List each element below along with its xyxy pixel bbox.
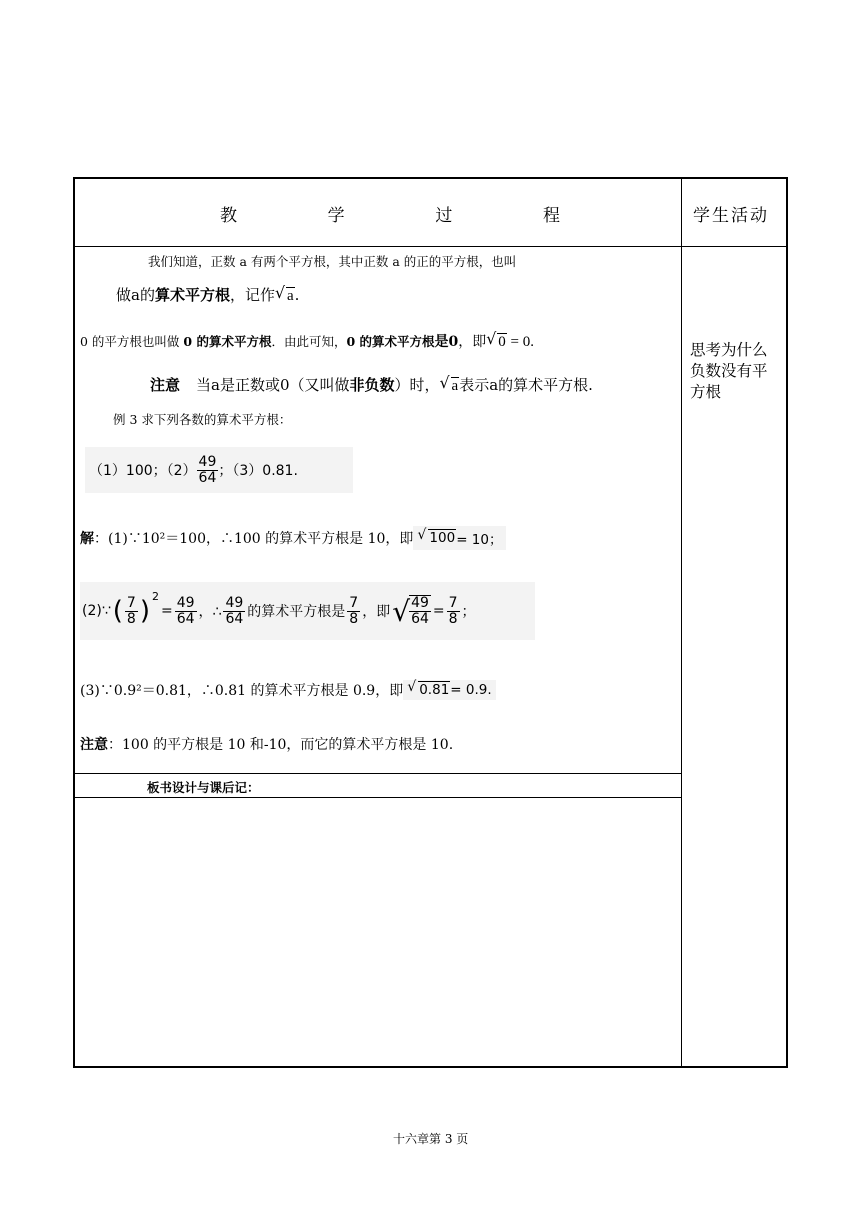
sqrt-zero	[486, 329, 507, 351]
bold-text: 是	[434, 334, 449, 350]
bold-text: 非负数	[349, 376, 395, 394]
intro-line-1: 我们知道，正数 a 有两个平方根，其中正数 a 的正的平方根，也叫	[148, 254, 517, 269]
bold-text: 0	[448, 334, 459, 350]
text: ：100 的平方根是 10 和-10，而它的算术平方根是 10.	[108, 737, 454, 753]
text: ，记作	[229, 286, 275, 304]
side-note	[690, 340, 782, 403]
fraction-49-64	[223, 596, 245, 626]
example-3: 例 3 求下列各数的算术平方根：	[113, 412, 292, 427]
solution-label: 解	[80, 531, 94, 547]
radicand: 0	[498, 334, 506, 350]
text: .	[294, 286, 300, 304]
fraction-49-64	[175, 596, 197, 626]
denominator: 8	[349, 610, 359, 627]
bold-text: 0 的算术平方根	[346, 334, 435, 349]
denominator: 64	[176, 610, 195, 627]
text: 0 的平方根也叫做	[80, 334, 184, 349]
final-note	[80, 734, 453, 754]
numerator: 49	[411, 595, 429, 612]
fraction-7-8	[347, 596, 360, 626]
header-char: 程	[542, 206, 560, 226]
radical-sign: √	[417, 527, 427, 543]
header-divider	[73, 246, 788, 247]
text: =	[432, 603, 445, 619]
text: ：(1)∵10²＝100，∴100 的算术平方根是 10，即	[94, 531, 414, 547]
board-divider	[73, 797, 682, 798]
teaching-process-header	[220, 201, 560, 225]
sqrt-100-box	[413, 526, 506, 550]
note-label: 注意	[80, 737, 108, 753]
radicand: 100	[429, 530, 456, 546]
text: = 0.9.	[450, 682, 492, 698]
numerator: 7	[448, 594, 458, 611]
radicand: a	[286, 288, 294, 304]
radicand: a	[451, 378, 459, 394]
denominator: 64	[225, 610, 244, 627]
numerator: 49	[198, 453, 217, 470]
radical-sign: √	[392, 594, 411, 628]
radical-sign: √	[407, 679, 417, 695]
text: ）时，	[394, 376, 440, 394]
text: 表示a的算术平方根.	[459, 376, 593, 394]
board-design-label: 板书设计与课后记：	[147, 780, 260, 795]
radical-sign: √	[486, 329, 497, 348]
table-right-border	[786, 177, 788, 1068]
denominator: 64	[411, 611, 429, 627]
numerator: 7	[126, 594, 136, 611]
fraction-7-8	[447, 596, 460, 626]
left-paren: (	[112, 596, 123, 626]
text: =	[160, 603, 173, 619]
header-char: 过	[435, 206, 453, 226]
radical-sign: √	[274, 283, 286, 302]
sqrt-100	[417, 527, 456, 546]
text: 的算术平方根是	[247, 604, 346, 620]
text: （1）100；（2）	[89, 463, 197, 479]
zero-root-line	[80, 331, 534, 351]
solution-1	[80, 526, 506, 550]
note-label: 注意	[150, 376, 181, 394]
text: 做a的	[116, 286, 155, 304]
content-divider	[73, 773, 682, 774]
text: ，即	[362, 604, 391, 620]
text: (3)∵0.9²＝0.81，∴0.81 的算术平方根是 0.9，即	[80, 683, 404, 699]
side-note-line: 负数没有平	[690, 362, 768, 380]
denominator: 8	[126, 610, 136, 627]
text: = 0.	[506, 334, 535, 350]
exponent: 2	[151, 590, 159, 603]
note-line	[150, 374, 593, 395]
solution-2	[80, 582, 535, 640]
bold-text: 0 的算术平方根	[183, 334, 272, 349]
fraction-49-64	[197, 455, 219, 485]
radical-sign: √	[439, 373, 450, 392]
denominator: 8	[448, 610, 458, 627]
side-note-line: 方根	[690, 383, 722, 401]
solution-3	[80, 680, 496, 700]
fraction-7-8	[125, 596, 138, 626]
sqrt-fraction-49-64	[409, 595, 431, 626]
example-items	[85, 447, 353, 493]
header-char: 教	[220, 206, 237, 226]
sqrt-a	[439, 373, 460, 395]
text: ，即	[458, 334, 487, 350]
table-left-border	[73, 177, 75, 1068]
sqrt-0.81	[407, 679, 450, 698]
text: ；（3）0.81.	[218, 463, 298, 479]
radicand: 0.81	[419, 682, 450, 698]
numerator: 49	[176, 594, 195, 611]
text: ；	[461, 604, 476, 620]
page-footer: 十六章第 3 页	[393, 1132, 469, 1146]
intro-line-2	[116, 284, 299, 305]
denominator: 64	[198, 469, 217, 486]
text: (2)∵	[82, 603, 111, 619]
header-char: 学	[327, 206, 345, 226]
sqrt-081-box	[403, 680, 495, 700]
student-activity-header: 学生活动	[693, 206, 769, 226]
numerator: 7	[349, 594, 359, 611]
text: ．由此可知，	[271, 334, 347, 349]
text: = 10；	[456, 532, 503, 548]
side-note-line: 思考为什么	[690, 341, 768, 359]
right-paren: )	[139, 596, 150, 626]
term-arithmetic-root: 算术平方根	[154, 286, 230, 304]
sqrt-a	[274, 283, 295, 305]
numerator: 49	[225, 594, 244, 611]
text: 当a是正数或0（又叫做	[196, 376, 350, 394]
text: ，∴	[198, 604, 222, 620]
column-divider	[681, 177, 682, 1068]
